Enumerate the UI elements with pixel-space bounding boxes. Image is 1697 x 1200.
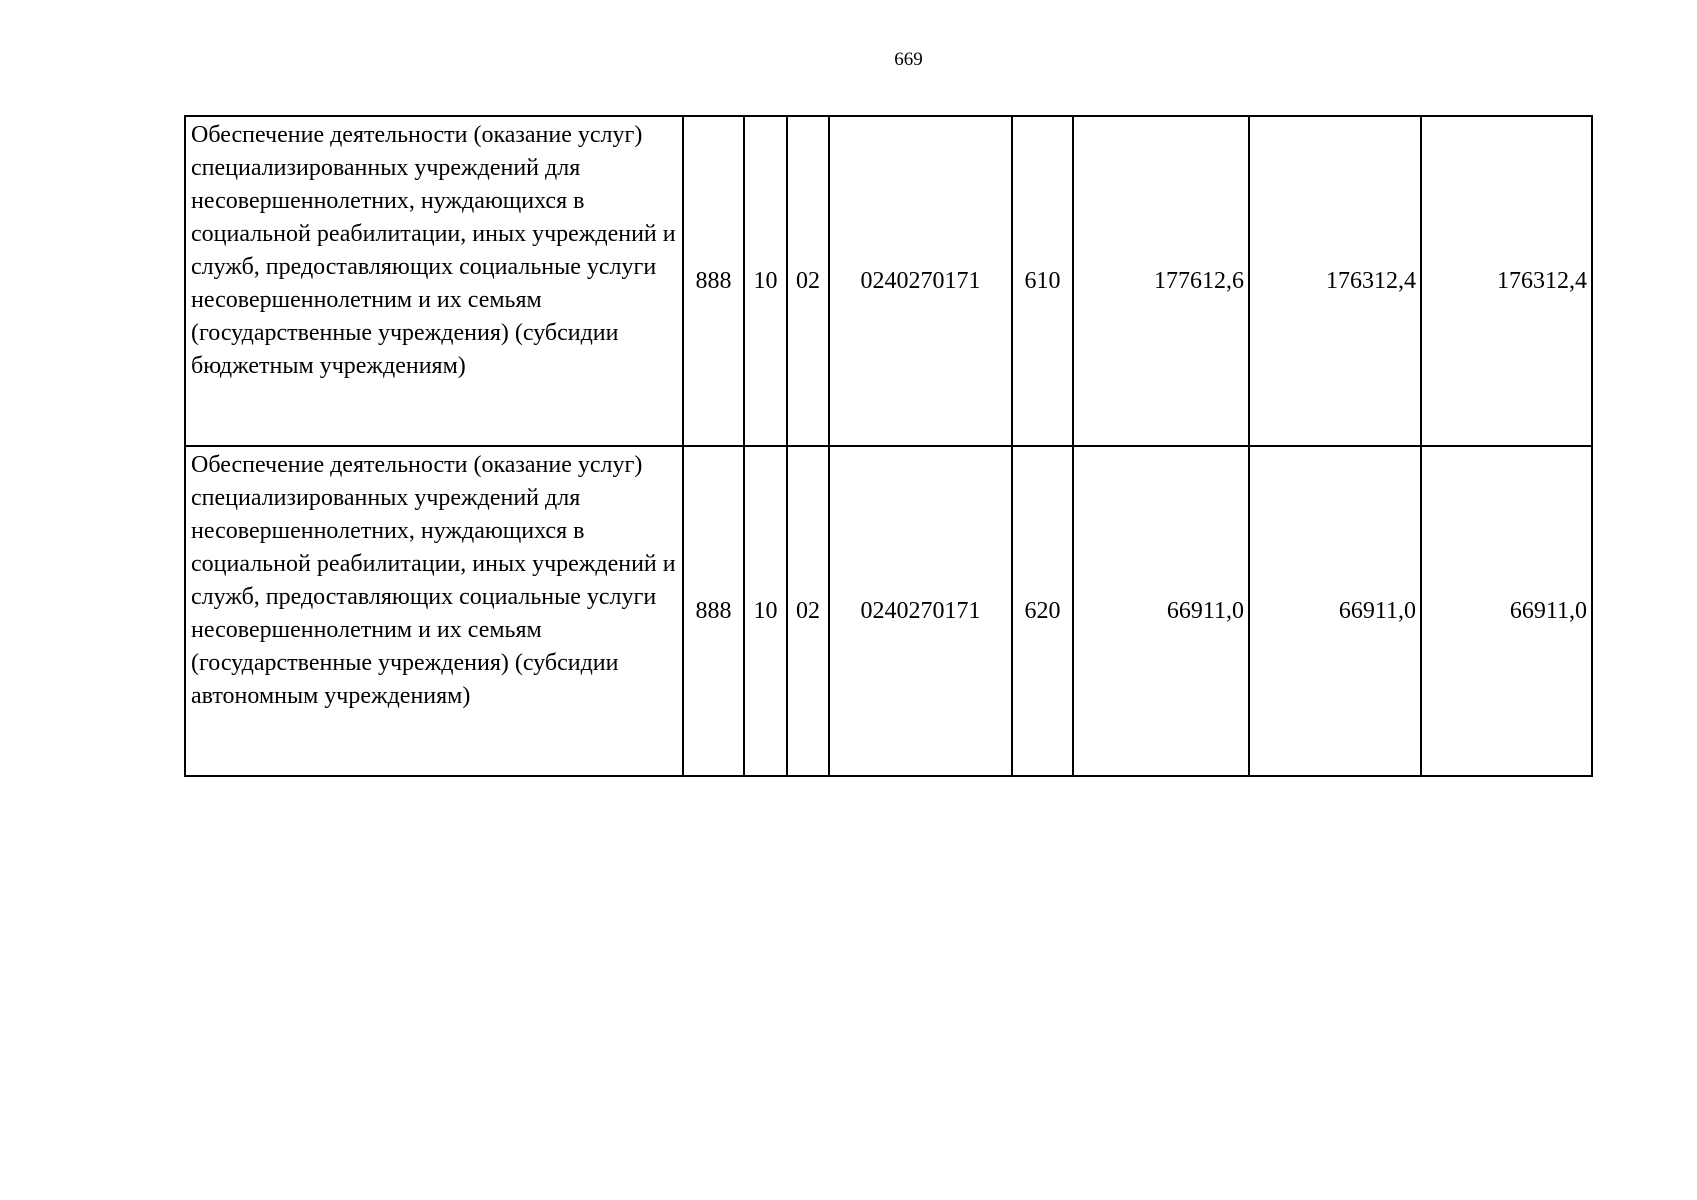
subsection-code: 02 bbox=[787, 116, 829, 446]
amount-2: 176312,4 bbox=[1249, 116, 1421, 446]
amount-1: 66911,0 bbox=[1073, 446, 1249, 776]
section-code: 10 bbox=[744, 116, 787, 446]
target-article-code: 0240270171 bbox=[829, 446, 1012, 776]
page-number: 669 bbox=[894, 49, 923, 70]
row-description: Обеспечение деятельности (оказание услуг) специализированных учреждений для несовершеннолетних, нуждающихся в социальной реабилитации, иных учреждений и служб, предоставляющих социальные услуги несовершеннолетним и их семьям (государственные учреждения) (субсидии автономным учреждениям) bbox=[185, 446, 683, 776]
row-description: Обеспечение деятельности (оказание услуг) специализированных учреждений для несовершеннолетних, нуждающихся в социальной реабилитации, иных учреждений и служб, предоставляющих социальные услуги несовершеннолетним и их семьям (государственные учреждения) (субсидии бюджетным учреждениям) bbox=[185, 116, 683, 446]
amount-2: 66911,0 bbox=[1249, 446, 1421, 776]
budget-table bbox=[184, 115, 1593, 777]
amount-3: 176312,4 bbox=[1421, 116, 1592, 446]
expense-type-code: 620 bbox=[1012, 446, 1073, 776]
target-article-code: 0240270171 bbox=[829, 116, 1012, 446]
table-row bbox=[185, 446, 1592, 776]
ministry-code: 888 bbox=[683, 116, 744, 446]
expense-type-code: 610 bbox=[1012, 116, 1073, 446]
ministry-code: 888 bbox=[683, 446, 744, 776]
amount-3: 66911,0 bbox=[1421, 446, 1592, 776]
subsection-code: 02 bbox=[787, 446, 829, 776]
amount-1: 177612,6 bbox=[1073, 116, 1249, 446]
table-row bbox=[185, 116, 1592, 446]
section-code: 10 bbox=[744, 446, 787, 776]
